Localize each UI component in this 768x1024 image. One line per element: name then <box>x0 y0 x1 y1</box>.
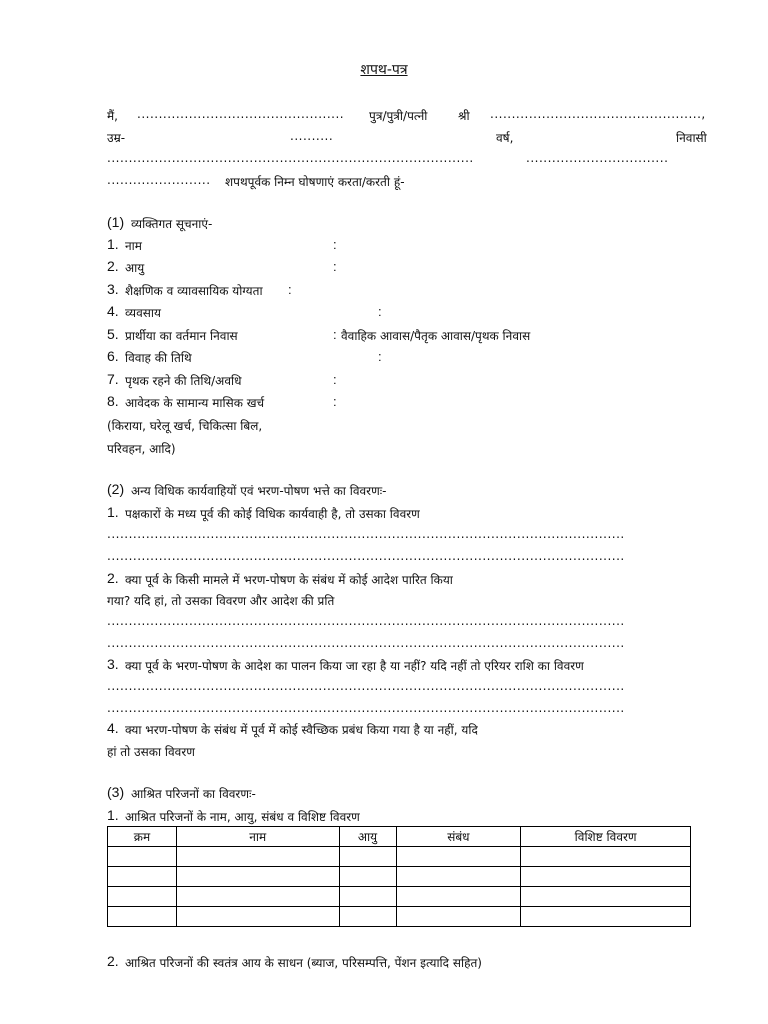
item8-continuation-2: परिवहन, आदि) <box>107 442 176 456</box>
s2-q1-text: पक्षकारों के मध्य पूर्व की कोई विधिक कार्यवाही है, तो उसका विवरण <box>125 507 420 521</box>
intro-address-blank-c: ........................ <box>107 173 211 187</box>
table-row <box>108 847 691 867</box>
document-title: शपथ-पत्र <box>360 62 408 78</box>
table-cell[interactable] <box>521 847 691 867</box>
table-cell[interactable] <box>176 867 339 887</box>
dependents-table <box>107 826 691 927</box>
item6-colon: : <box>378 349 382 364</box>
s2-q2-blank-1: ........................................................................................................................ <box>107 614 625 628</box>
s3-q2-number: 2. <box>107 953 119 969</box>
item5-colon: : <box>333 327 337 342</box>
item4-colon: : <box>378 304 382 319</box>
table-cell[interactable] <box>108 847 177 867</box>
s2-q2-number: 2. <box>107 570 119 586</box>
item6-label: विवाह की तिथि <box>125 351 192 365</box>
col-header-age: आयु <box>339 827 396 847</box>
table-cell[interactable] <box>176 887 339 907</box>
table-cell[interactable] <box>396 867 521 887</box>
section3-number: (3) <box>107 784 125 800</box>
intro-years-label: वर्ष, <box>496 131 514 145</box>
intro-address-blank-b: ................................. <box>526 151 669 165</box>
section3-heading: आश्रित परिजनों का विवरणः- <box>131 787 256 801</box>
item3-label: शैक्षणिक व व्यावसायिक योग्यता <box>125 284 263 298</box>
item8-continuation-1: (किराया, घरेलू खर्च, चिकित्सा बिल, <box>107 419 263 433</box>
s3-q1-number: 1. <box>107 807 119 823</box>
col-header-name: नाम <box>176 827 339 847</box>
item8-label: आवेदक के सामान्य मासिक खर्च <box>125 396 265 410</box>
item8-number: 8. <box>107 393 119 409</box>
intro-parent-blank: ................................................., <box>490 107 706 121</box>
item5-number: 5. <box>107 326 119 342</box>
table-cell[interactable] <box>339 867 396 887</box>
intro-name-blank: ................................................ <box>137 107 345 121</box>
s2-q3-blank-2: ........................................................................................................................ <box>107 701 625 715</box>
s2-q1-blank-2: ........................................................................................................................ <box>107 549 625 563</box>
table-cell[interactable] <box>396 847 521 867</box>
table-cell[interactable] <box>108 867 177 887</box>
section2-heading: अन्य विधिक कार्यवाहियों एवं भरण-पोषण भत्ते का विवरणः- <box>131 484 387 498</box>
intro-age-label: उम्र- <box>107 131 126 145</box>
table-row <box>108 867 691 887</box>
item5-label: प्रार्थीया का वर्तमान निवास <box>125 329 238 343</box>
item1-colon: : <box>333 237 337 252</box>
item6-number: 6. <box>107 348 119 364</box>
table-cell[interactable] <box>176 907 339 927</box>
intro-relation: पुत्र/पुत्री/पत्नी <box>369 109 428 123</box>
s3-q2-text: आश्रित परिजनों की स्वतंत्र आय के साधन (ब्याज, परिसम्पत्ति, पेंशन इत्यादि सहित) <box>125 956 482 970</box>
item1-number: 1. <box>107 236 119 252</box>
intro-address-blank-a: ..................................................................................... <box>107 151 474 165</box>
table-cell[interactable] <box>396 907 521 927</box>
s2-q2-text-cont: गया? यदि हां, तो उसका विवरण और आदेश की प्रति <box>107 594 335 608</box>
item5-value: वैवाहिक आवास/पैतृक आवास/पृथक निवास <box>341 329 531 343</box>
s2-q3-number: 3. <box>107 656 119 672</box>
table-row <box>108 887 691 907</box>
item2-number: 2. <box>107 258 119 274</box>
item4-label: व्यवसाय <box>125 306 161 320</box>
s2-q4-text-cont: हां तो उसका विवरण <box>107 745 195 759</box>
s2-q3-text: क्या पूर्व के भरण-पोषण के आदेश का पालन किया जा रहा है या नहीं? यदि नहीं तो एरियर राशि का विवरण <box>125 659 584 673</box>
s2-q2-blank-2: ........................................................................................................................ <box>107 636 625 650</box>
table-cell[interactable] <box>339 847 396 867</box>
s2-q4-text: क्या भरण-पोषण के संबंध में पूर्व में कोई स्वैच्छिक प्रबंध किया गया है या नहीं, यदि <box>125 723 478 737</box>
table-cell[interactable] <box>176 847 339 867</box>
table-cell[interactable] <box>521 867 691 887</box>
s2-q4-number: 4. <box>107 720 119 736</box>
item7-number: 7. <box>107 371 119 387</box>
section2-number: (2) <box>107 481 125 497</box>
s2-q1-blank-1: ........................................................................................................................ <box>107 527 625 541</box>
intro-shri: श्री <box>458 109 470 123</box>
s2-q1-number: 1. <box>107 504 119 520</box>
section1-number: (1) <box>107 214 125 230</box>
item3-number: 3. <box>107 281 119 297</box>
table-cell[interactable] <box>521 887 691 907</box>
item7-colon: : <box>333 372 337 387</box>
item4-number: 4. <box>107 303 119 319</box>
table-cell[interactable] <box>339 907 396 927</box>
intro-resident-label: निवासी <box>676 131 707 145</box>
table-header-row <box>108 827 691 847</box>
intro-age-blank: .......... <box>290 129 334 143</box>
s2-q2-text: क्या पूर्व के किसी मामले में भरण-पोषण के संबंध में कोई आदेश पारित किया <box>125 573 453 587</box>
section1-heading: व्यक्तिगत सूचनाएं- <box>131 217 213 231</box>
intro-declaration: शपथपूर्वक निम्न घोषणाएं करता/करती हूं- <box>225 175 405 189</box>
item8-colon: : <box>333 394 337 409</box>
intro-prefix: मैं, <box>107 109 118 123</box>
s3-q1-text: आश्रित परिजनों के नाम, आयु, संबंध व विशिष्ट विवरण <box>125 810 360 824</box>
table-cell[interactable] <box>396 887 521 907</box>
table-cell[interactable] <box>339 887 396 907</box>
table-cell[interactable] <box>108 887 177 907</box>
item2-label: आयु <box>125 261 145 275</box>
table-row <box>108 907 691 927</box>
item1-label: नाम <box>125 239 142 253</box>
item3-colon: : <box>288 282 292 297</box>
col-header-serial: क्रम <box>108 827 177 847</box>
s2-q3-blank-1: ........................................................................................................................ <box>107 679 625 693</box>
col-header-relation: संबंध <box>396 827 521 847</box>
item2-colon: : <box>333 259 337 274</box>
table-cell[interactable] <box>521 907 691 927</box>
item7-label: पृथक रहने की तिथि/अवधि <box>125 374 242 388</box>
table-cell[interactable] <box>108 907 177 927</box>
col-header-details: विशिष्ट विवरण <box>521 827 691 847</box>
